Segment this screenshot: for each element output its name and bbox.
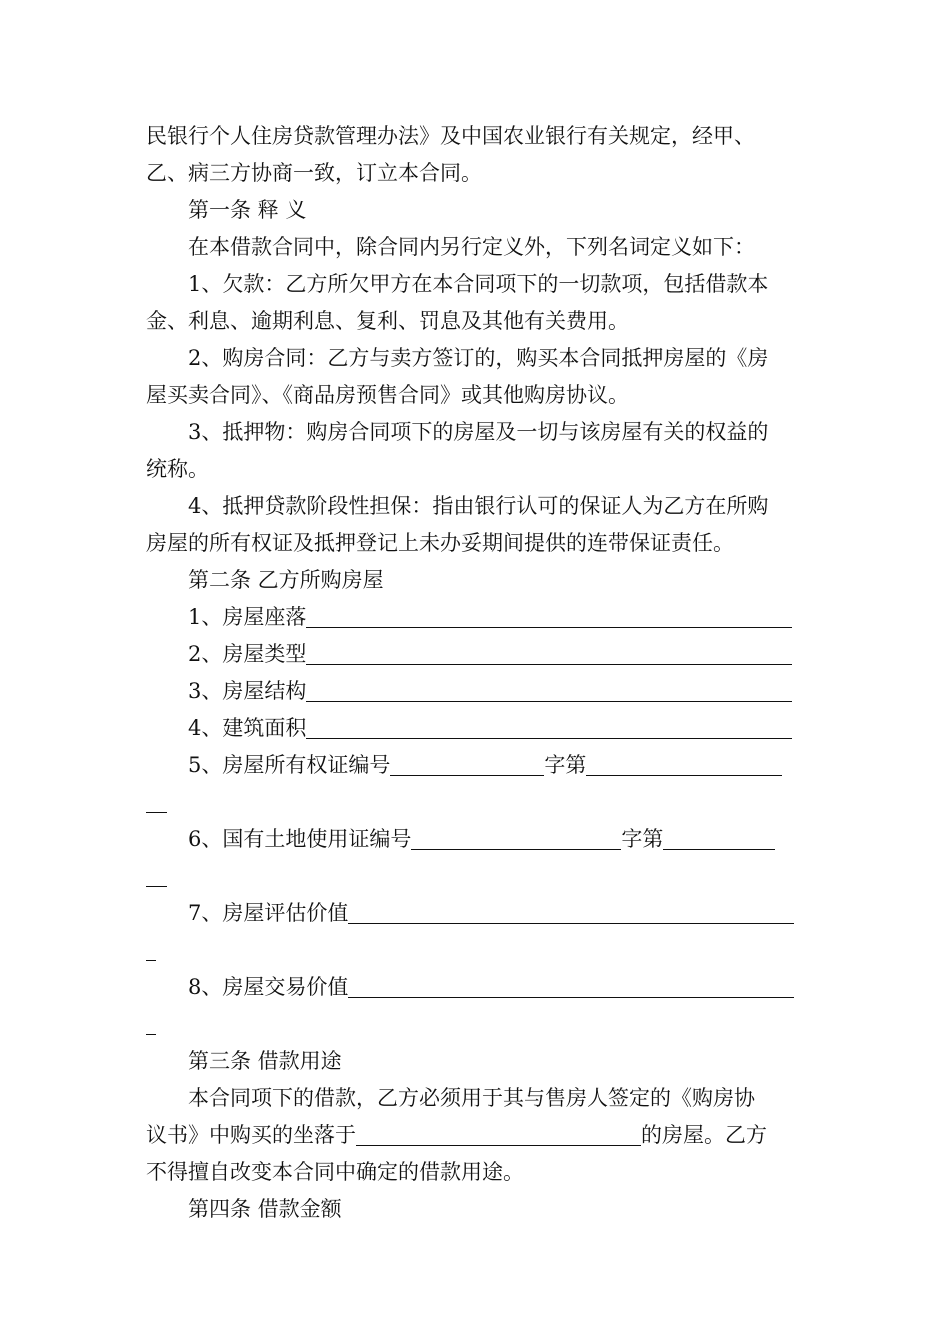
blank-line[interactable]	[306, 677, 792, 702]
blank-line[interactable]	[356, 1121, 641, 1146]
article-3-text-end: 不得擅自改变本合同中确定的借款用途。	[146, 1160, 524, 1184]
blank-line[interactable]	[146, 862, 167, 887]
field-appraised-value-cont	[146, 932, 812, 969]
article-1-intro: 在本借款合同中，除合同内另行定义外，下列名词定义如下：	[188, 235, 755, 259]
blank-line[interactable]	[411, 825, 621, 850]
article-2-title: 第二条 乙方所购房屋	[188, 568, 384, 592]
field-label: 7、房屋评估价值	[188, 901, 349, 925]
definition-2: 2、购房合同：乙方与卖方签订的，购买本合同抵押房屋的《房	[188, 346, 769, 370]
field-house-type	[146, 636, 812, 673]
definition-1: 1、欠款：乙方所欠甲方在本合同项下的一切款项，包括借款本	[188, 272, 769, 296]
field-label: 字第	[621, 827, 664, 851]
field-land-cert-cont	[146, 858, 812, 895]
field-ownership-cert	[146, 747, 812, 784]
blank-line[interactable]	[663, 825, 775, 850]
definition-3: 3、抵押物：购房合同项下的房屋及一切与该房屋有关的权益的	[188, 420, 769, 444]
blank-line[interactable]	[306, 640, 792, 665]
blank-line[interactable]	[146, 1010, 156, 1035]
field-house-structure	[146, 673, 812, 710]
field-label: 5、房屋所有权证编号	[188, 753, 391, 777]
field-appraised-value	[146, 895, 812, 932]
blank-line[interactable]	[348, 973, 794, 998]
blank-line[interactable]	[586, 751, 782, 776]
article-1-title: 第一条 释 义	[188, 198, 307, 222]
field-label: 3、房屋结构	[188, 679, 307, 703]
definition-3-cont: 统称。	[146, 457, 209, 481]
definition-4: 4、抵押贷款阶段性担保：指由银行认可的保证人为乙方在所购	[188, 494, 769, 518]
field-label: 8、房屋交易价值	[188, 975, 349, 999]
paragraph-line: 民银行个人住房贷款管理办法》及中国农业银行有关规定，经甲、	[146, 124, 755, 148]
text-segment: 议书》中购买的坐落于	[146, 1123, 356, 1147]
text-segment: 的房屋。乙方	[641, 1123, 767, 1147]
blank-line[interactable]	[146, 936, 156, 961]
article-3-text: 本合同项下的借款，乙方必须用于其与售房人签定的《购房协	[188, 1086, 755, 1110]
field-label: 1、房屋座落	[188, 605, 307, 629]
field-house-location	[146, 599, 812, 636]
definition-4-cont: 房屋的所有权证及抵押登记上未办妥期间提供的连带保证责任。	[146, 531, 734, 555]
field-transaction-value-cont	[146, 1006, 812, 1043]
article-3-title: 第三条 借款用途	[188, 1049, 342, 1073]
contract-body	[146, 118, 812, 1228]
blank-line[interactable]	[390, 751, 544, 776]
field-label: 2、房屋类型	[188, 642, 307, 666]
blank-line[interactable]	[306, 714, 792, 739]
blank-line[interactable]	[306, 603, 792, 628]
field-ownership-cert-cont	[146, 784, 812, 821]
field-label: 字第	[544, 753, 587, 777]
article-4-title: 第四条 借款金额	[188, 1197, 342, 1221]
field-building-area	[146, 710, 812, 747]
field-label: 6、国有土地使用证编号	[188, 827, 412, 851]
blank-line[interactable]	[146, 788, 167, 813]
blank-line[interactable]	[348, 899, 794, 924]
paragraph-line: 乙、病三方协商一致，订立本合同。	[146, 161, 482, 185]
definition-2-cont: 屋买卖合同》、《商品房预售合同》或其他购房协议。	[146, 383, 629, 407]
field-label: 4、建筑面积	[188, 716, 307, 740]
field-transaction-value	[146, 969, 812, 1006]
definition-1-cont: 金、利息、逾期利息、复利、罚息及其他有关费用。	[146, 309, 629, 333]
field-land-cert	[146, 821, 812, 858]
article-3-text-cont	[146, 1117, 812, 1154]
